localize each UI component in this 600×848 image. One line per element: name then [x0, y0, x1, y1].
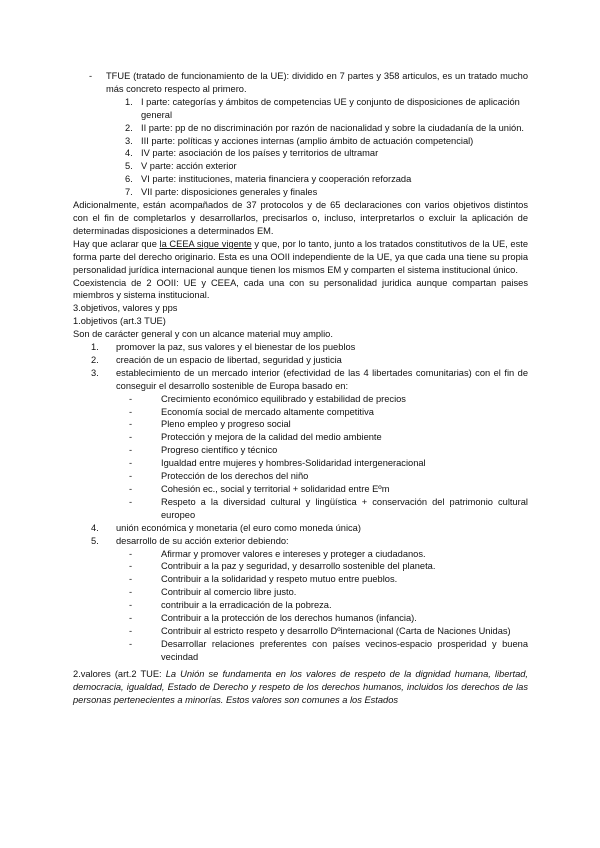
tfue-text: TFUE (tratado de funcionamiento de la UE): dividido en 7 partes y 358 articulos, es un tratado mucho más concreto respecto al primero. [106, 71, 528, 94]
tfue-item [73, 70, 528, 96]
objetivos-list [73, 341, 528, 664]
list-item: - Economía social de mercado altamente competitiva [129, 406, 374, 417]
list-item: - Contribuir a la paz y seguridad, y desarrollo sostenible del planeta. [129, 561, 436, 572]
list-item: 1. promover la paz, sus valores y el bienestar de los pueblos [91, 342, 356, 353]
valores-heading: 2.valores (art.2 TUE: [73, 668, 166, 679]
list-item: - Protección y mejora de la calidad del medio ambiente [129, 432, 382, 443]
list-item: - Igualdad entre mujeres y hombres-Solidaridad intergeneracional [129, 458, 426, 469]
ceea-underlined: la CEEA sigue vigente [159, 238, 252, 249]
exterior-sublist [73, 548, 528, 664]
list-item: - Contribuir al comercio libre justo. [129, 587, 297, 598]
list-item: 5. V parte: acción exterior [125, 161, 237, 172]
list-item: - Pleno empleo y progreso social [129, 419, 291, 430]
list-item: 1. I parte: categorías y ámbitos de competencias UE y conjunto de disposiciones de aplicación general [125, 96, 520, 120]
list-item: - Desarrollar relaciones preferentes con países vecinos-espacio prosperidad y buena vecindad [129, 638, 528, 662]
list-item: 3. establecimiento de un mercado interior (efectividad de las 4 libertades comunitarias) con el fin de conseguir el desarrollo sostenible de Europa basado en: [91, 367, 528, 391]
paragraph-ceea: Hay que aclarar que la CEEA sigue vigente y que, por lo tanto, junto a los tratados constitutivos de la UE, este forma parte del derecho originario. Esta es una OOII independiente de la UE, ya que cada una tiene su propia personalidad jurídica internacional aunque tienen los mismos EM y comparten el sistema institucional único. [73, 238, 528, 275]
list-item: 5. desarrollo de su acción exterior debiendo: [91, 535, 289, 546]
list-item: - Respeto a la diversidad cultural y lingüística + conservación del patrimonio cultural europeo [129, 496, 528, 520]
subsection-heading: 1.objetivos (art.3 TUE) [73, 316, 166, 327]
mercado-sublist [73, 393, 528, 522]
list-item: 4. IV parte: asociación de los países y territorios de ultramar [125, 148, 379, 159]
list-item: - Crecimiento económico equilibrado y estabilidad de precios [129, 393, 406, 404]
paragraph-adicionalmente: Adicionalmente, están acompañados de 37 protocolos y de 65 declaraciones con varios objetivos distintos con el fin de completarlos y desarrollarlos, precisarlos o, incluso, interpretarlos o excluir la aplicación de determinadas disposiciones a determinados EM. [73, 200, 528, 236]
list-item: - contribuir a la erradicación de la pobreza. [129, 600, 332, 611]
list-item: 4. unión económica y monetaria (el euro como moneda única) [91, 522, 361, 533]
paragraph-coexistencia: Coexistencia de 2 OOII: UE y CEEA, cada una con su personalidad juridica aunque compartan paises miembros y sistema institucional. [73, 277, 528, 301]
section-heading: 3.objetivos, valores y pps [73, 303, 178, 314]
list-item: 2. creación de un espacio de libertad, seguridad y justicia [91, 354, 342, 365]
list-item: 3. III parte: políticas y acciones internas (amplio ámbito de actuación competencial) [125, 135, 474, 146]
dash-bullet: - [89, 71, 93, 81]
document-page [73, 70, 528, 706]
list-item: - Cohesión ec., social y territorial + solidaridad entre Eºm [129, 484, 390, 494]
tfue-parts-list [73, 96, 528, 199]
list-item: - Contribuir a la protección de los derechos humanos (infancia). [129, 613, 417, 624]
list-item: - Protección de los derechos del niño [129, 471, 309, 482]
list-item: 2. II parte: pp de no discriminación por razón de nacionalidad y sobre la ciudadanía de la unión. [125, 122, 524, 133]
valores-quote: La Unión se fundamenta en los valores de respeto de la dignidad humana, libertad, democracia, igualdad, Estado de Derecho y respeto de los derechos humanos, incluidos los derechos de las personas pertenecientes a minorías. Estos valores son comunes a los Estados [73, 668, 528, 705]
list-item: - Contribuir a la solidaridad y respeto mutuo entre pueblos. [129, 574, 398, 585]
list-item: 7. VII parte: disposiciones generales y finales [125, 187, 318, 198]
paragraph-caracter: Son de carácter general y con un alcance material muy amplio. [73, 329, 333, 340]
list-item: - Afirmar y promover valores e intereses y proteger a ciudadanos. [129, 548, 426, 559]
list-item: 6. VI parte: instituciones, materia financiera y cooperación reforzada [125, 174, 412, 185]
paragraph-valores [73, 668, 528, 707]
list-item: - Progreso científico y técnico [129, 445, 278, 456]
list-item: - Contribuir al estricto respeto y desarrollo Dºinternacional (Carta de Naciones Unidas) [129, 625, 511, 636]
